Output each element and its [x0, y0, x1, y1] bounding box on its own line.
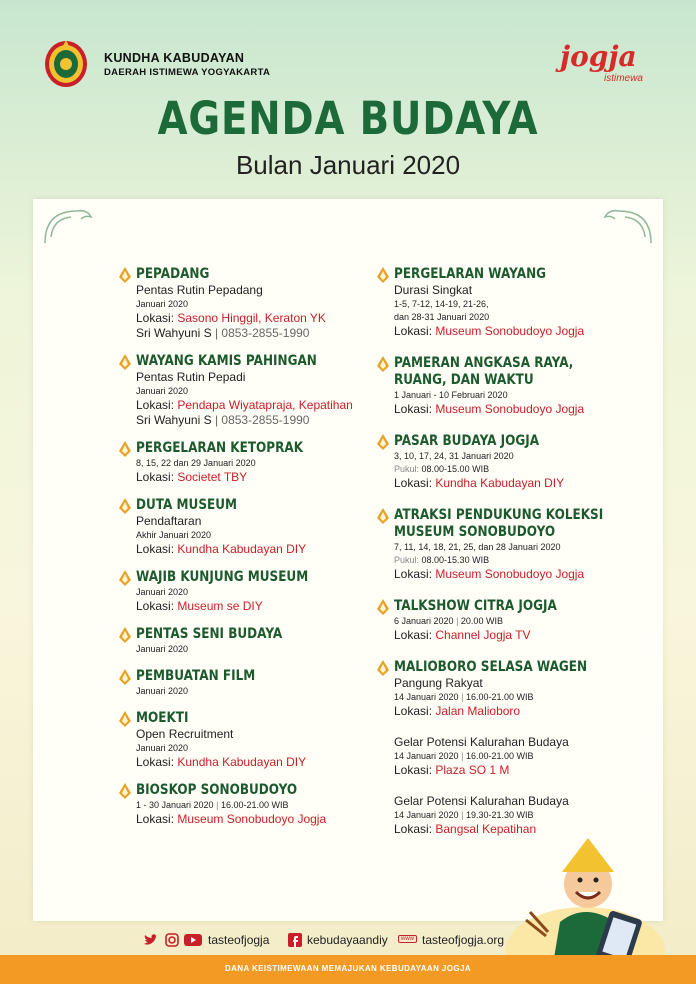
gunungan-icon: [377, 599, 389, 615]
event-date: 6 Januari 2020: [394, 616, 454, 626]
event-item: [119, 497, 359, 557]
brand-main: jogja: [560, 40, 637, 73]
header: [0, 0, 696, 200]
event-title: PASAR BUDAYA JOGJA: [394, 433, 540, 449]
location-value: Museum Sonobudoyo Jogja: [177, 812, 327, 826]
org-title: KUNDHA KABUDAYAN: [104, 51, 245, 65]
location-value: Museum Sonobudoyo Jogja: [435, 324, 585, 338]
youtube-icon[interactable]: [184, 933, 202, 947]
footer-text: DANA KEISTIMEWAAN MEMAJUKAN KEBUDAYAAN JOGJA: [224, 964, 472, 973]
event-date: 1 - 30 Januari 2020: [136, 800, 214, 810]
event-desc: Durasi Singkat: [394, 283, 473, 297]
event-pukul: [394, 463, 627, 476]
event-item: [377, 266, 627, 339]
gunungan-icon: [119, 570, 131, 586]
location-value: Kundha Kabudayan DIY: [177, 542, 307, 556]
event-item: [119, 782, 359, 827]
location-value: Kundha Kabudayan DIY: [435, 476, 565, 490]
event-contact: Sri Wahyuni S | 0853-2855-1990: [136, 413, 310, 427]
event-date: 1-5, 7-12, 14-19, 21-26,: [394, 299, 489, 309]
gunungan-icon: [119, 441, 131, 457]
event-date: Akhir Januari 2020: [136, 530, 212, 540]
location-label: Lokasi:: [394, 402, 433, 416]
pukul-value: 08.00-15.30 WIB: [421, 555, 490, 565]
twitter-icon[interactable]: [143, 933, 159, 947]
event-time: 20.00 WIB: [460, 616, 503, 626]
location-label: Lokasi:: [136, 599, 175, 613]
org-subtitle: DAERAH ISTIMEWA YOGYAKARTA: [104, 67, 271, 78]
location-value: Bangsal Kepatihan: [435, 822, 537, 836]
location-label: Lokasi:: [136, 311, 175, 325]
location-value: Sasono Hinggil, Keraton YK: [177, 311, 326, 325]
event-item: [377, 433, 627, 491]
event-title-2: RUANG, DAN WAKTU: [394, 372, 534, 388]
jogja-istimewa-logo: [556, 40, 656, 90]
kundha-emblem-icon: [42, 34, 90, 90]
event-item: [119, 440, 359, 485]
location-value: Societet TBY: [177, 470, 248, 484]
event-desc: Pentas Rutin Pepadi: [136, 370, 246, 384]
event-title: PAMERAN ANGKASA RAYA,: [394, 355, 574, 371]
event-title: MOEKTI: [136, 710, 189, 726]
event-desc: Pendaftaran: [136, 514, 202, 528]
event-date: Januari 2020: [136, 743, 189, 753]
event-time: 16.00-21.00 WIB: [465, 751, 534, 761]
location-value: Plaza SO 1 M: [435, 763, 510, 777]
event-title: BIOSKOP SONOBUDOYO: [136, 782, 298, 798]
gunungan-icon: [119, 669, 131, 685]
event-title: TALKSHOW CITRA JOGJA: [394, 598, 557, 614]
page-title: AGENDA BUDAYA: [157, 92, 539, 145]
event-item: [119, 626, 359, 656]
event-date: Januari 2020: [136, 644, 189, 654]
footer-bar: [0, 955, 696, 984]
event-date: Januari 2020: [136, 386, 189, 396]
location-label: Lokasi:: [136, 470, 175, 484]
gunungan-icon: [119, 267, 131, 283]
location-value: Kundha Kabudayan DIY: [177, 755, 307, 769]
event-item: [377, 355, 627, 417]
event-desc: Gelar Potensi Kalurahan Budaya: [394, 794, 569, 808]
event-time: 16.00-21.00 WIB: [220, 800, 289, 810]
gunungan-icon: [119, 783, 131, 799]
event-title-2: MUSEUM SONOBUDOYO: [394, 524, 556, 540]
event-location: [394, 402, 627, 417]
event-location: [136, 755, 359, 770]
gunungan-icon: [377, 508, 389, 524]
event-date-time: 14 Januari 2020 | 16.00-21.00 WIB: [394, 751, 534, 761]
event-location: [136, 470, 359, 485]
event-date: 8, 15, 22 dan 29 Januari 2020: [136, 458, 256, 468]
event-location: [136, 398, 359, 413]
location-value: Museum se DIY: [177, 599, 263, 613]
event-date-time: 14 Januari 2020 | 19.30-21.30 WIB: [394, 810, 534, 820]
event-item: [377, 598, 627, 643]
location-value: Jalan Malioboro: [435, 704, 521, 718]
event-location: [394, 628, 627, 643]
gunungan-icon: [119, 711, 131, 727]
location-label: Lokasi:: [394, 324, 433, 338]
event-title: PERGELARAN WAYANG: [394, 266, 547, 282]
ornament-corner-icon: [591, 207, 655, 247]
event-location: [136, 812, 359, 827]
event-date: 14 Januari 2020: [394, 751, 459, 761]
event-desc: Pangung Rakyat: [394, 676, 483, 690]
event-item: [119, 569, 359, 614]
location-label: Lokasi:: [136, 398, 175, 412]
location-value: Pendapa Wiyatapraja, Kepatihan: [177, 398, 353, 412]
pukul-value: 08.00-15.00 WIB: [421, 464, 490, 474]
location-label: Lokasi:: [394, 476, 433, 490]
event-time: 19.30-21.30 WIB: [465, 810, 534, 820]
event-item: [119, 668, 359, 698]
event-date: 3, 10, 17, 24, 31 Januari 2020: [394, 451, 514, 461]
event-contact: Sri Wahyuni S | 0853-2855-1990: [136, 326, 310, 340]
event-title: PEMBUATAN FILM: [136, 668, 256, 684]
event-pukul: [394, 554, 627, 567]
gunungan-icon: [377, 434, 389, 450]
location-label: Lokasi:: [136, 542, 175, 556]
event-title: PENTAS SENI BUDAYA: [136, 626, 283, 642]
event-item: [119, 266, 359, 341]
event-location: [394, 704, 627, 719]
location-label: Lokasi:: [394, 763, 433, 777]
event-title: PEPADANG: [136, 266, 210, 282]
contact-phone: 0853-2855-1990: [221, 413, 310, 427]
event-date: Januari 2020: [136, 299, 189, 309]
event-item: [377, 659, 627, 719]
contact-name: Sri Wahyuni S: [136, 413, 212, 427]
event-title: PERGELARAN KETOPRAK: [136, 440, 304, 456]
event-item: [377, 794, 627, 837]
location-label: Lokasi:: [136, 812, 175, 826]
gunungan-icon: [119, 498, 131, 514]
event-title: MALIOBORO SELASA WAGEN: [394, 659, 588, 675]
pukul-label: Pukul:: [394, 555, 420, 565]
event-item: [377, 735, 627, 778]
social-handle[interactable]: tasteofjogja: [208, 933, 270, 947]
web-icon: www: [398, 935, 417, 943]
event-desc: Pentas Rutin Pepadang: [136, 283, 263, 297]
event-date: 14 Januari 2020: [394, 692, 459, 702]
event-date-2: dan 28-31 Januari 2020: [394, 312, 490, 322]
event-location: [136, 599, 359, 614]
event-item: [377, 507, 627, 582]
event-item: [119, 353, 359, 428]
brand-sub: istimewa: [604, 73, 643, 84]
events-left-column: [119, 266, 359, 839]
location-label: Lokasi:: [394, 628, 433, 642]
pukul-label: Pukul:: [394, 464, 420, 474]
event-date-time: 1 - 30 Januari 2020 | 16.00-21.00 WIB: [136, 800, 289, 810]
event-desc: Gelar Potensi Kalurahan Budaya: [394, 735, 569, 749]
event-location: [136, 311, 359, 326]
gunungan-icon: [119, 354, 131, 370]
location-value: Museum Sonobudoyo Jogja: [435, 567, 585, 581]
event-location: [394, 324, 627, 339]
contact-phone: 0853-2855-1990: [221, 326, 310, 340]
location-label: Lokasi:: [394, 704, 433, 718]
event-title: WAJIB KUNJUNG MUSEUM: [136, 569, 309, 585]
events-right-column: [377, 266, 627, 849]
contact-name: Sri Wahyuni S: [136, 326, 212, 340]
event-date-time: 14 Januari 2020 | 16.00-21.00 WIB: [394, 692, 534, 702]
event-date: Januari 2020: [136, 686, 189, 696]
event-date: 7, 11, 14, 18, 21, 25, dan 28 Januari 2020: [394, 542, 561, 552]
page-subtitle: Bulan Januari 2020: [235, 150, 461, 180]
gunungan-icon: [377, 660, 389, 676]
location-value: Museum Sonobudoyo Jogja: [435, 402, 585, 416]
event-time: 16.00-21.00 WIB: [465, 692, 534, 702]
event-date-time: 6 Januari 2020 | 20.00 WIB: [394, 616, 503, 626]
facebook-icon[interactable]: [288, 933, 302, 947]
event-location: [394, 567, 627, 582]
event-location: [394, 476, 627, 491]
location-label: Lokasi:: [394, 567, 433, 581]
event-location: [136, 542, 359, 557]
location-value: Channel Jogja TV: [435, 628, 531, 642]
event-title: DUTA MUSEUM: [136, 497, 237, 513]
event-date: Januari 2020: [136, 587, 189, 597]
event-title: ATRAKSI PENDUKUNG KOLEKSI: [394, 507, 604, 523]
facebook-handle[interactable]: kebudayaandiy: [307, 933, 388, 947]
instagram-icon[interactable]: [165, 933, 179, 947]
event-item: [119, 710, 359, 770]
event-title: WAYANG KAMIS PAHINGAN: [136, 353, 317, 369]
event-location: [394, 763, 627, 778]
location-label: Lokasi:: [136, 755, 175, 769]
gunungan-icon: [377, 267, 389, 283]
event-date: 1 Januari - 10 Februari 2020: [394, 390, 508, 400]
gunungan-icon: [119, 627, 131, 643]
footer-social: [0, 930, 696, 952]
ornament-corner-icon: [41, 207, 105, 247]
event-date: 14 Januari 2020: [394, 810, 459, 820]
event-desc: Open Recruitment: [136, 727, 234, 741]
website-link[interactable]: tasteofjogja.org: [422, 933, 505, 947]
gunungan-icon: [377, 356, 389, 372]
location-label: Lokasi:: [394, 822, 433, 836]
